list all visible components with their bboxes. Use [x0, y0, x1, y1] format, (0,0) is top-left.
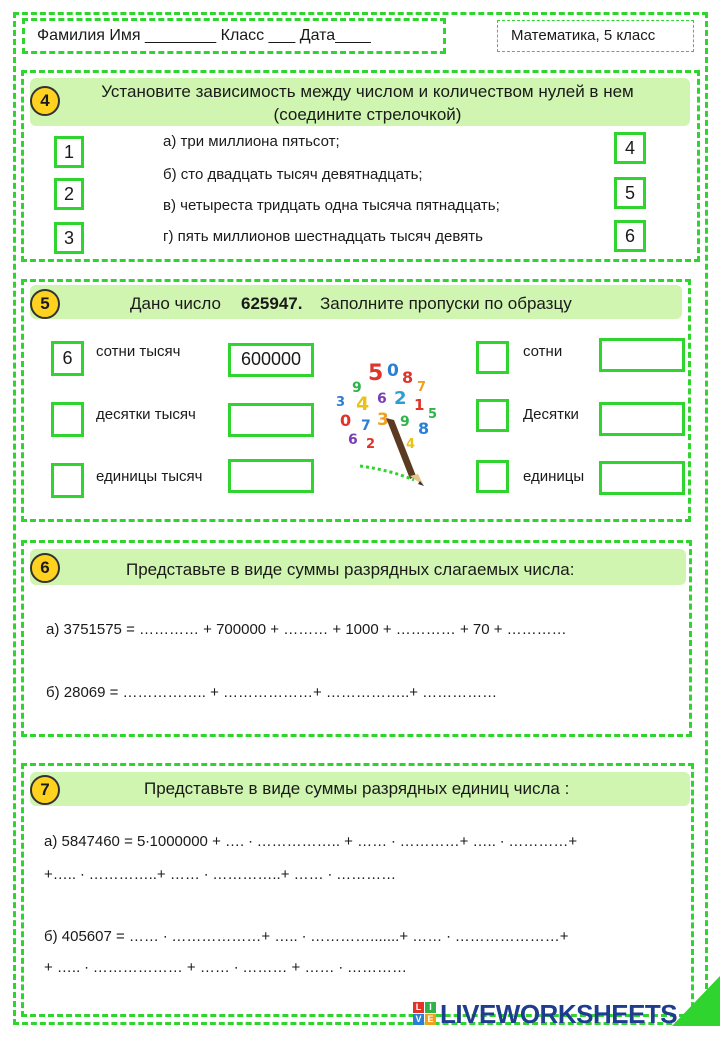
svg-text:5: 5	[428, 407, 438, 422]
task4-item: б) сто двадцать тысяч девятнадцать;	[163, 166, 423, 183]
liveworksheets-logo-icon	[413, 1002, 437, 1026]
task5-title-prefix: Дано число	[130, 294, 221, 313]
svg-text:9: 9	[352, 380, 362, 396]
task6-line-b: б) 28069 = …………….. + ………………+ ……………..+ ……………	[46, 684, 498, 701]
svg-text:7: 7	[417, 380, 427, 395]
svg-text:2: 2	[394, 388, 407, 409]
task5-title-suffix: Заполните пропуски по образцу	[320, 294, 572, 313]
task4-right-box[interactable]: 5	[614, 177, 646, 209]
task4-left-box[interactable]: 2	[54, 178, 84, 210]
task5-place-label: Десятки	[523, 406, 579, 423]
task4-item: г) пять миллионов шестнадцать тысяч девять	[163, 228, 483, 245]
task7-title: Представьте в виде суммы разрядных единиц числа :	[144, 779, 570, 798]
svg-text:2: 2	[366, 437, 376, 452]
logo-tile-l: L	[413, 1002, 424, 1013]
corner-triangle	[672, 976, 720, 1026]
task7-line-b2: + ….. ∙ ……………… + …… ∙ ……… + …… ∙ …………	[44, 959, 407, 976]
liveworksheets-watermark: LIVEWORKSHEETS	[440, 999, 678, 1029]
task5-value-field[interactable]	[228, 459, 314, 493]
svg-text:0: 0	[387, 361, 399, 381]
task6-line-a: а) 3751575 = ………… + 700000 + ……… + 1000 + ………… + 70 + …………	[46, 621, 567, 638]
logo-tile-e: E	[425, 1014, 436, 1025]
task4-left-box[interactable]: 1	[54, 136, 84, 168]
task5-digit-box[interactable]	[476, 399, 509, 432]
svg-text:5: 5	[368, 361, 384, 386]
task7-number-badge: 7	[30, 775, 60, 805]
task5-digit-box[interactable]: 6	[51, 341, 84, 376]
task5-digit-box[interactable]	[476, 460, 509, 493]
svg-text:3: 3	[336, 395, 346, 410]
task5-place-label: десятки тысяч	[96, 406, 196, 423]
task5-title-number: 625947.	[241, 294, 303, 313]
svg-text:8: 8	[418, 419, 430, 438]
task7-line-b1: б) 405607 = …… ∙ ………………+ ….. ∙ ………….......+ …… ∙ …………………+	[44, 928, 569, 945]
logo-tile-i: I	[425, 1002, 436, 1013]
task4-title-line2: (соедините стрелочкой)	[273, 105, 462, 124]
number-tree-illustration	[330, 358, 450, 490]
subject-label: Математика, 5 класс	[511, 27, 656, 44]
task4-item: а) три миллиона пятьсот;	[163, 133, 340, 150]
svg-text:6: 6	[348, 432, 358, 448]
svg-text:7: 7	[361, 418, 371, 434]
task5-value-field[interactable]	[228, 403, 314, 437]
task5-value-field[interactable]	[599, 402, 685, 436]
task7-line-a2: +….. ∙ …………..+ …… ∙ …………..+ …… ∙ …………	[44, 866, 397, 883]
svg-text:1: 1	[414, 396, 425, 414]
svg-text:6: 6	[377, 391, 387, 407]
task5-number-badge: 5	[30, 289, 60, 319]
svg-text:8: 8	[402, 368, 414, 387]
task5-digit-box[interactable]	[476, 341, 509, 374]
task5-digit-box[interactable]	[51, 402, 84, 437]
svg-text:0: 0	[340, 411, 352, 430]
task7-line-a1: а) 5847460 = 5∙1000000 + …. ∙ …………….. + …… ∙ …………+ ….. ∙ …………+	[44, 833, 578, 850]
task5-digit-box[interactable]	[51, 463, 84, 498]
task4-right-box[interactable]: 6	[614, 220, 646, 252]
task4-left-box[interactable]: 3	[54, 222, 84, 254]
svg-text:4: 4	[356, 393, 370, 415]
task5-place-label: сотни тысяч	[96, 343, 181, 360]
task5-place-label: единицы тысяч	[96, 468, 203, 485]
task5-place-label: сотни	[523, 343, 563, 360]
student-info-line: Фамилия Имя ________ Класс ___ Дата____	[37, 27, 371, 44]
task4-number-badge: 4	[30, 86, 60, 116]
task4-item: в) четыреста тридцать одна тысяча пятнадцать;	[163, 197, 500, 214]
task4-right-box[interactable]: 4	[614, 132, 646, 164]
logo-tile-v: V	[413, 1014, 424, 1025]
task6-number-badge: 6	[30, 553, 60, 583]
svg-text:9: 9	[400, 414, 410, 430]
svg-text:3: 3	[377, 410, 389, 430]
task5-value-field[interactable]	[599, 338, 685, 372]
task5-value-field[interactable]: 600000	[228, 343, 314, 377]
task5-place-label: единицы	[523, 468, 585, 485]
svg-text:4: 4	[406, 437, 416, 452]
task5-value-field[interactable]	[599, 461, 685, 495]
task4-title-line1: Установите зависимость между числом и количеством нулей в нем	[101, 82, 634, 101]
task6-title: Представьте в виде суммы разрядных слагаемых числа:	[126, 560, 575, 579]
